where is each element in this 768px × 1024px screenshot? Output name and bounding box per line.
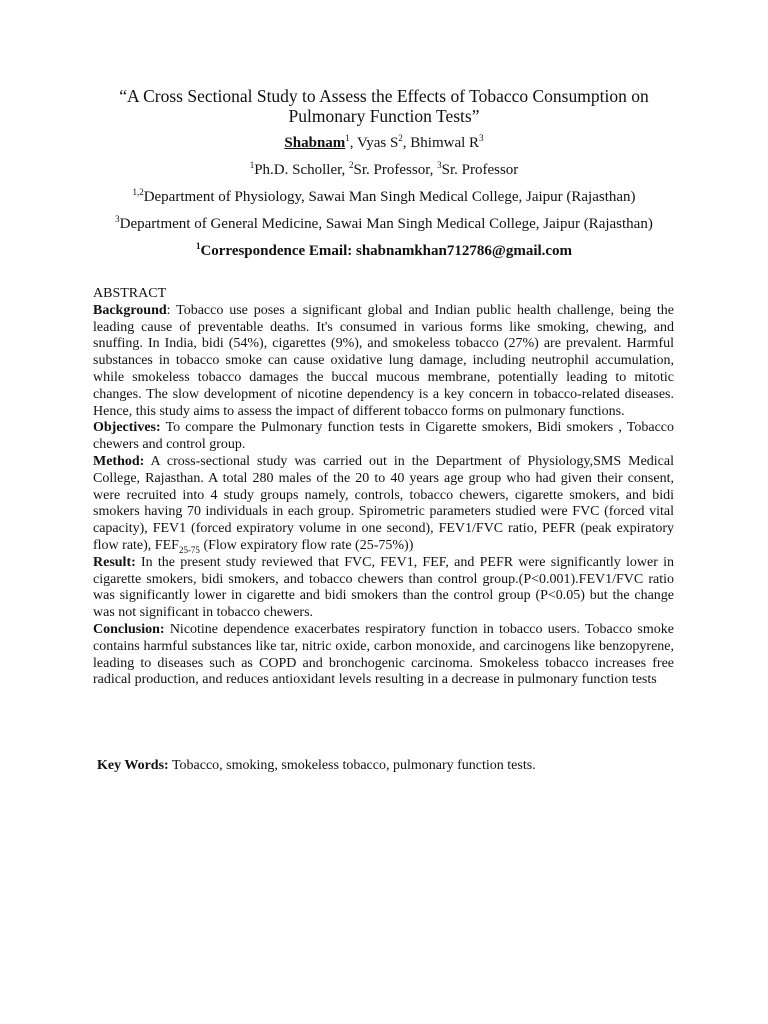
background-text: : Tobacco use poses a significant global and Indian public health challenge, being the leading cause of preventable deaths. It's consumed in various forms like smoking, chewing, and snuffing. In India, bidi (54%), cigarettes (9%), and smokeless tobacco (27%) are prevalent. Harmful substances in tobacco smoke can cause oxidative lung damage, including neutrophil accumulation, while smokeless tobacco damages the buccal mucous membrane, potentially leading to mitotic changes. The slow development of nicotine dependency is a key concern in tobacco-related diseases. Hence, this study aims to assess the impact of different tobacco forms on pulmonary functions. (93, 302, 674, 419)
title-line-1: “A Cross Sectional Study to Assess the Effects of Tobacco Consumption on (119, 86, 649, 106)
result-label: Result: (93, 554, 136, 570)
role-2-sup: 2 (349, 160, 354, 170)
author-list (60, 134, 708, 152)
role-1-sup: 1 (249, 160, 255, 170)
role-3: Sr. Professor (441, 162, 519, 178)
main-author-sup: 1 (345, 133, 350, 143)
objectives-paragraph (93, 420, 674, 454)
author-3: , Bhimwal R (402, 135, 480, 151)
main-author: Shabnam (284, 135, 346, 151)
author-2-sup: 2 (398, 133, 403, 143)
background-paragraph (93, 303, 674, 421)
objectives-label: Objectives: (93, 420, 161, 436)
keywords (97, 757, 697, 774)
affiliation-2 (40, 215, 728, 233)
author-2: , Vyas S (349, 135, 399, 151)
abstract-section (93, 286, 674, 689)
method-text: A cross-sectional study was carried out in the Department of Physiology,SMS Medical College, Rajasthan. A total 280 males of the 20 to 40 years age group who had given their consent, were recruited into 4 study groups namely, controls, tobacco chewers, cigarette smokers, and bidi smokers having 70 individuals in each group. Spirometric parameters studied were FVC (forced vital capacity), FEV1 (forced expiratory volume in one second), FEV1/FVC ratio, PEFR (peak expiratory flow rate), FEF (93, 453, 674, 553)
correspondence-sup: 1 (195, 241, 201, 251)
affiliation-2-text: Department of General Medicine, Sawai Man Singh Medical College, Jaipur (Rajasthan) (119, 216, 653, 232)
abstract-heading: ABSTRACT (93, 286, 167, 301)
correspondence-text: Correspondence Email: shabnamkhan712786@gmail.com (200, 243, 573, 259)
method-subscript: 25-75 (178, 544, 200, 555)
correspondence-email (40, 242, 728, 260)
conclusion-label: Conclusion: (93, 621, 165, 637)
affiliation-2-sup: 3 (115, 214, 120, 224)
role-3-sup: 3 (437, 160, 442, 170)
paper-title (60, 86, 708, 126)
conclusion-paragraph (93, 622, 674, 689)
method-paragraph (93, 454, 674, 555)
affiliation-1-text: Department of Physiology, Sawai Man Singh Medical College, Jaipur (Rajasthan) (143, 189, 636, 205)
conclusion-text: Nicotine dependence exacerbates respiratory function in tobacco users. Tobacco smoke contains harmful substances like tar, nitric oxide, carbon monoxide, and carcinogens like benzopyrene, leading to diseases such as COPD and bronchogenic carcinoma. Smokeless tobacco increases free radical production, and reduces antioxidant levels resulting in a decrease in pulmonary function tests (93, 621, 674, 688)
method-tail: (Flow expiratory flow rate (25-75%)) (199, 537, 414, 553)
result-paragraph (93, 555, 674, 622)
role-2: Sr. Professor, (353, 162, 438, 178)
keywords-text: Tobacco, smoking, smokeless tobacco, pulmonary function tests. (168, 758, 536, 773)
background-label: Background (93, 302, 167, 318)
affiliation-1 (40, 188, 728, 206)
role-1: Ph.D. Scholler, (254, 162, 350, 178)
result-text: In the present study reviewed that FVC, FEV1, FEF, and PEFR were significantly lower in cigarette smokers, bidi smokers, and tobacco chewers than control group.(P<0.001).FEV1/FVC ratio was significantly lower in cigarette and bidi smokers than the control group (P<0.05) but the change was not significant in tobacco chewers. (93, 554, 674, 621)
affiliation-1-sup: 1,2 (132, 187, 144, 197)
objectives-text: To compare the Pulmonary function tests in Cigarette smokers, Bidi smokers , Tobacco chewers and control group. (93, 420, 674, 453)
author-3-sup: 3 (479, 133, 484, 143)
keywords-label: Key Words: (97, 758, 169, 773)
author-roles (40, 161, 728, 179)
title-line-2: Pulmonary Function Tests” (288, 106, 480, 126)
method-label: Method: (93, 453, 145, 469)
